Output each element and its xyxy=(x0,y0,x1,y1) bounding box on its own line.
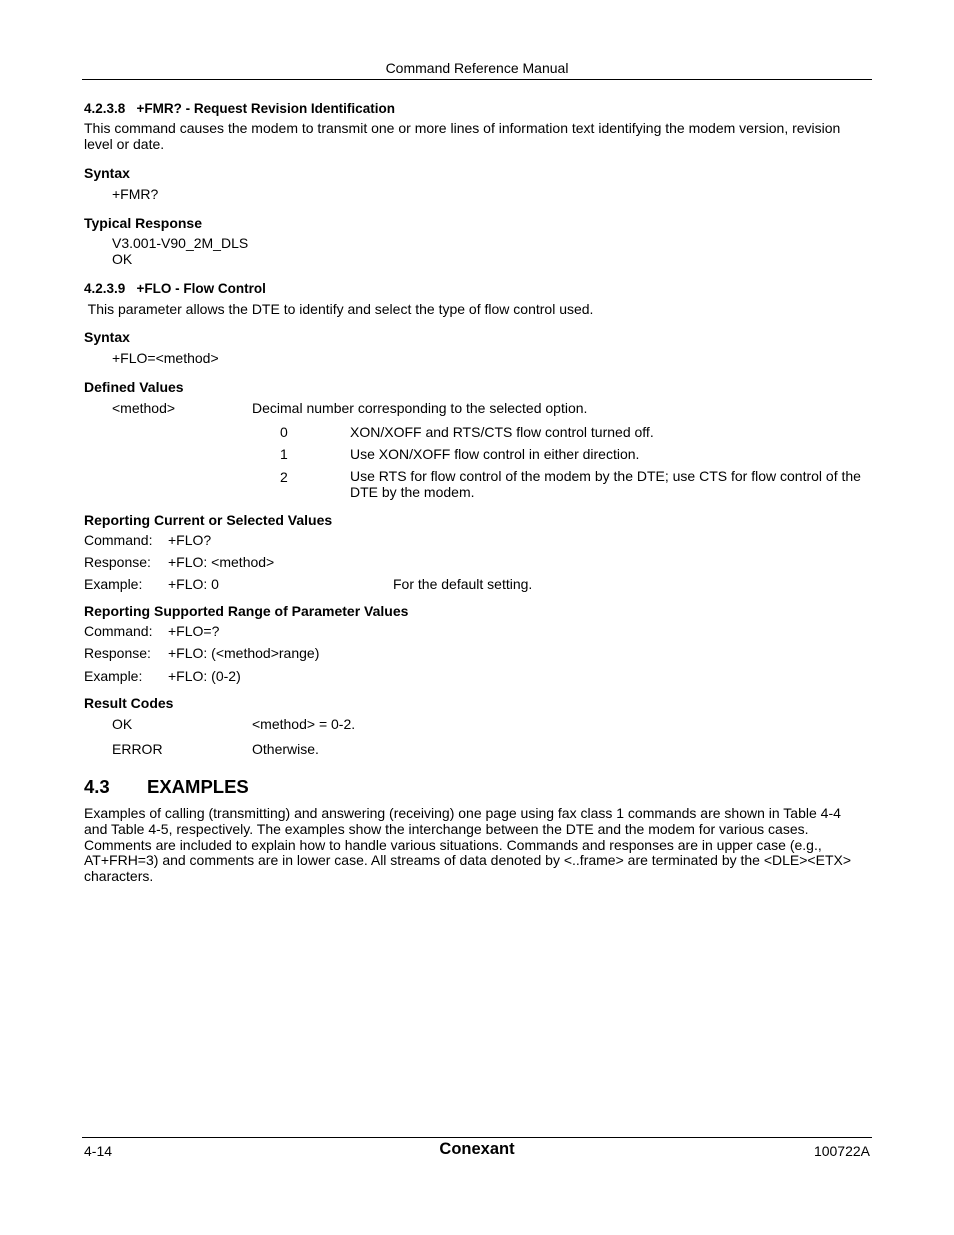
fmr-response-line2: OK xyxy=(112,251,133,267)
flo-option-desc: Use RTS for flow control of the modem by the DTE; use CTS for flow control of the DTE by the modem. xyxy=(350,468,861,500)
footer-page-number: 4-14 xyxy=(84,1143,113,1159)
current-example-label: Example: xyxy=(84,576,143,592)
flo-option-value: 0 xyxy=(280,424,288,440)
flo-param-desc: Decimal number corresponding to the selected option. xyxy=(252,400,588,416)
flo-param-name: <method> xyxy=(112,400,176,416)
current-example: +FLO: 0 xyxy=(168,576,219,592)
range-example: +FLO: (0-2) xyxy=(168,668,241,684)
fmr-syntax-label: Syntax xyxy=(84,165,130,181)
range-command-label: Command: xyxy=(84,623,153,639)
section-number: 4.3 xyxy=(84,776,110,797)
current-command-label: Command: xyxy=(84,532,153,548)
flo-option-desc: Use XON/XOFF flow control in either direction. xyxy=(350,446,640,462)
flo-description: This parameter allows the DTE to identify and select the type of flow control used. xyxy=(84,301,594,317)
fmr-syntax: +FMR? xyxy=(112,186,159,202)
fmr-heading: 4.2.3.8 +FMR? - Request Revision Identification xyxy=(84,101,395,116)
flo-reporting-current-label: Reporting Current or Selected Values xyxy=(84,512,333,528)
current-response: +FLO: <method> xyxy=(168,554,275,570)
flo-reporting-range-label: Reporting Supported Range of Parameter Values xyxy=(84,603,409,619)
examples-text: Examples of calling (transmitting) and answering (receiving) one page using fax class 1 commands are shown in Table 4-4 and Table 4-5, respectively. The examples show the interchange between the DTE and the modem for various cases. Comments are included to explain how to handle various situations. Commands and responses are in upper case (e.g., AT+FRH=3) and comments are in lower case. All streams of data denoted by <..frame> are terminated by the <DLE><ETX> characters. xyxy=(84,805,852,885)
result-code: OK xyxy=(112,716,133,732)
fmr-description: This command causes the modem to transmit one or more lines of information text identifying the modem version, revision level or date. xyxy=(84,120,841,152)
flo-syntax-label: Syntax xyxy=(84,329,130,345)
flo-heading: 4.2.3.9 +FLO - Flow Control xyxy=(84,281,266,296)
flo-defined-values-label: Defined Values xyxy=(84,379,184,395)
header-rule xyxy=(82,79,872,80)
current-response-label: Response: xyxy=(84,554,151,570)
flo-syntax: +FLO=<method> xyxy=(112,350,219,366)
flo-option-value: 2 xyxy=(280,469,288,485)
result-code-desc: <method> = 0-2. xyxy=(252,716,356,732)
flo-option-value: 1 xyxy=(280,446,288,462)
result-code: ERROR xyxy=(112,741,163,757)
range-command: +FLO=? xyxy=(168,623,220,639)
range-response: +FLO: (<method>range) xyxy=(168,645,320,661)
current-example-note: For the default setting. xyxy=(393,576,533,592)
fmr-response-line1: V3.001-V90_2M_DLS xyxy=(112,235,249,251)
flo-result-codes-label: Result Codes xyxy=(84,695,174,711)
range-response-label: Response: xyxy=(84,645,151,661)
result-code-desc: Otherwise. xyxy=(252,741,319,757)
flo-option-desc: XON/XOFF and RTS/CTS flow control turned off. xyxy=(350,424,654,440)
footer-company: Conexant xyxy=(439,1140,515,1158)
footer-doc-number: 100722A xyxy=(813,1143,870,1159)
page-header-title: Command Reference Manual xyxy=(385,60,569,76)
current-command: +FLO? xyxy=(168,532,212,548)
fmr-typical-response-label: Typical Response xyxy=(84,215,203,231)
section-title: EXAMPLES xyxy=(147,776,249,797)
range-example-label: Example: xyxy=(84,668,143,684)
footer-rule xyxy=(82,1137,872,1138)
